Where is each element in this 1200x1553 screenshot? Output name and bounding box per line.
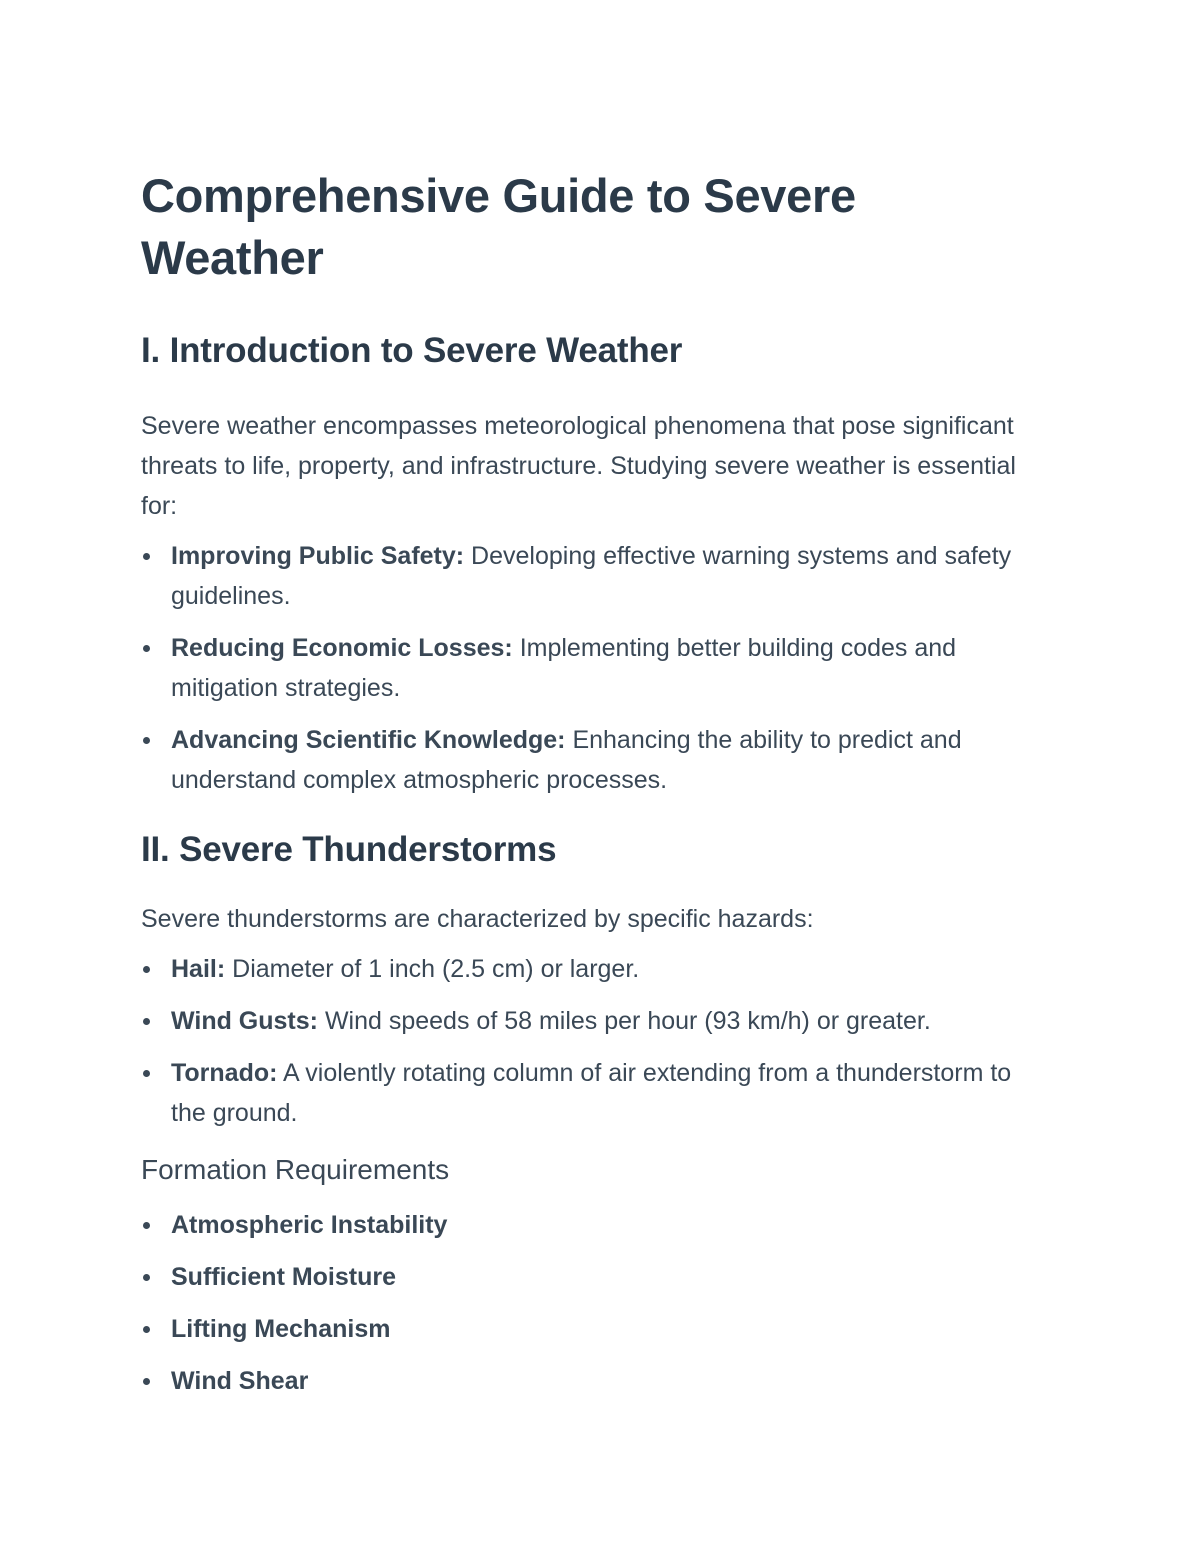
list-item-text: Enhancing the ability to predict and understand complex atmospheric processes. — [171, 726, 962, 794]
list-item-term: Wind Gusts: — [171, 1007, 318, 1035]
subsection-heading-formation: Formation Requirements — [141, 1154, 450, 1185]
document-page — [141, 165, 1051, 1401]
hazards-list — [141, 949, 1051, 1133]
list-item-term: Improving Public Safety: — [171, 542, 465, 570]
list-item-term: Reducing Economic Losses: — [171, 634, 513, 662]
list-item-term: Atmospheric Instability — [171, 1211, 448, 1239]
list-item — [141, 1205, 1051, 1245]
importance-list — [141, 536, 1051, 800]
list-item — [141, 949, 1051, 989]
thunderstorms-paragraph: Severe thunderstorms are characterized by specific hazards: — [141, 905, 814, 933]
list-item — [141, 1053, 1051, 1133]
list-item-term: Sufficient Moisture — [171, 1263, 397, 1291]
section-heading-thunderstorms: II. Severe Thunderstorms — [141, 830, 557, 869]
list-item-term: Hail: — [171, 955, 226, 983]
list-item-term: Tornado: — [171, 1059, 278, 1087]
list-item — [141, 628, 1051, 708]
list-item — [141, 1257, 1051, 1297]
list-item-term: Advancing Scientific Knowledge: — [171, 726, 566, 754]
list-item — [141, 536, 1051, 616]
list-item-text: Implementing better building codes and mitigation strategies. — [171, 634, 957, 702]
section-heading-introduction: I. Introduction to Severe Weather — [141, 331, 683, 370]
list-item — [141, 1361, 1051, 1401]
list-item — [141, 720, 1051, 800]
introduction-paragraph: Severe weather encompasses meteorological phenomena that pose significant threats to life, property, and infrastructure. Studying severe weather is essential for: — [141, 412, 1016, 520]
list-item-text: Wind speeds of 58 miles per hour (93 km/h) or greater. — [318, 1007, 931, 1035]
list-item-text: Diameter of 1 inch (2.5 cm) or larger. — [225, 955, 640, 983]
list-item-term: Lifting Mechanism — [171, 1315, 391, 1343]
list-item — [141, 1001, 1051, 1041]
list-item-term: Wind Shear — [171, 1367, 309, 1395]
list-item-text: Developing effective warning systems and safety guidelines. — [171, 542, 1012, 610]
list-item — [141, 1309, 1051, 1349]
list-item-text: A violently rotating column of air extending from a thunderstorm to the ground. — [171, 1059, 1012, 1127]
formation-list — [141, 1205, 1051, 1401]
document-title: Comprehensive Guide to Severe Weather — [141, 169, 856, 284]
